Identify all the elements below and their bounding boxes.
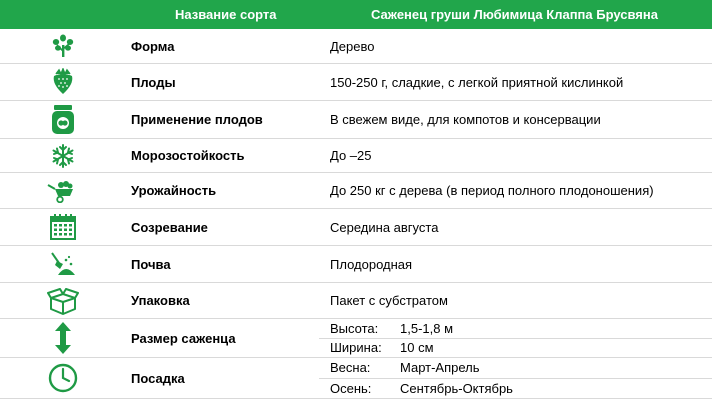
row-label: Плоды — [131, 74, 176, 90]
row-value: Дерево — [330, 38, 375, 54]
box-icon — [0, 283, 125, 318]
sub-value: 1,5-1,8 м — [400, 320, 454, 336]
row-label: Упаковка — [131, 293, 190, 308]
row-value: До –25 — [330, 148, 372, 163]
header-name-col: Название сорта — [175, 7, 277, 22]
sub-key: Высота: — [330, 320, 379, 336]
wheelbarrow-icon — [0, 173, 125, 208]
table-row — [0, 139, 712, 173]
row-value: 150-250 г, сладкие, с легкой приятной кислинкой — [330, 74, 624, 90]
table-row — [0, 29, 712, 64]
row-label: Созревание — [131, 219, 208, 235]
table-row — [0, 246, 712, 283]
strawberry-icon — [0, 64, 125, 100]
table-row — [0, 283, 712, 319]
row-label: Посадка — [131, 370, 185, 386]
table-row — [0, 101, 712, 139]
table-row — [0, 64, 712, 101]
sub-row — [319, 358, 712, 378]
sub-row — [319, 319, 712, 338]
row-value — [319, 319, 712, 357]
table-row — [0, 209, 712, 246]
row-value: Середина августа — [330, 219, 439, 235]
table-row — [0, 173, 712, 209]
shovel-soil-icon — [0, 246, 125, 282]
row-label: Морозостойкость — [131, 148, 245, 163]
vertical-arrows-icon — [0, 319, 125, 357]
sub-value: Март-Апрель — [400, 360, 480, 376]
sub-row — [319, 338, 712, 358]
sub-row — [319, 378, 712, 399]
sub-value: 10 см — [400, 340, 434, 356]
row-label: Форма — [131, 38, 175, 54]
row-label: Размер саженца — [131, 330, 236, 346]
row-value: Плодородная — [330, 256, 413, 272]
clock-icon — [0, 358, 125, 398]
table-row — [0, 319, 712, 358]
sub-key: Осень: — [330, 380, 372, 396]
jar-icon — [0, 101, 125, 138]
row-value: Пакет с субстратом — [330, 293, 448, 308]
calendar-icon — [0, 209, 125, 245]
row-value — [319, 358, 712, 398]
row-label: Почва — [131, 256, 171, 272]
sub-key: Ширина: — [330, 340, 382, 356]
tree-icon — [0, 29, 125, 63]
snowflake-icon — [0, 139, 125, 172]
sub-value: Сентябрь-Октябрь — [400, 380, 513, 396]
row-value: До 250 кг с дерева (в период полного плодоношения) — [330, 183, 654, 198]
row-label: Применение плодов — [131, 112, 263, 127]
sub-key: Весна: — [330, 360, 371, 376]
row-value: В свежем виде, для компотов и консервации — [330, 112, 601, 127]
table-header — [0, 0, 712, 29]
row-label: Урожайность — [131, 183, 217, 198]
header-value-col: Саженец груши Любимица Клаппа Брусвяна — [371, 7, 658, 22]
table-row — [0, 358, 712, 399]
